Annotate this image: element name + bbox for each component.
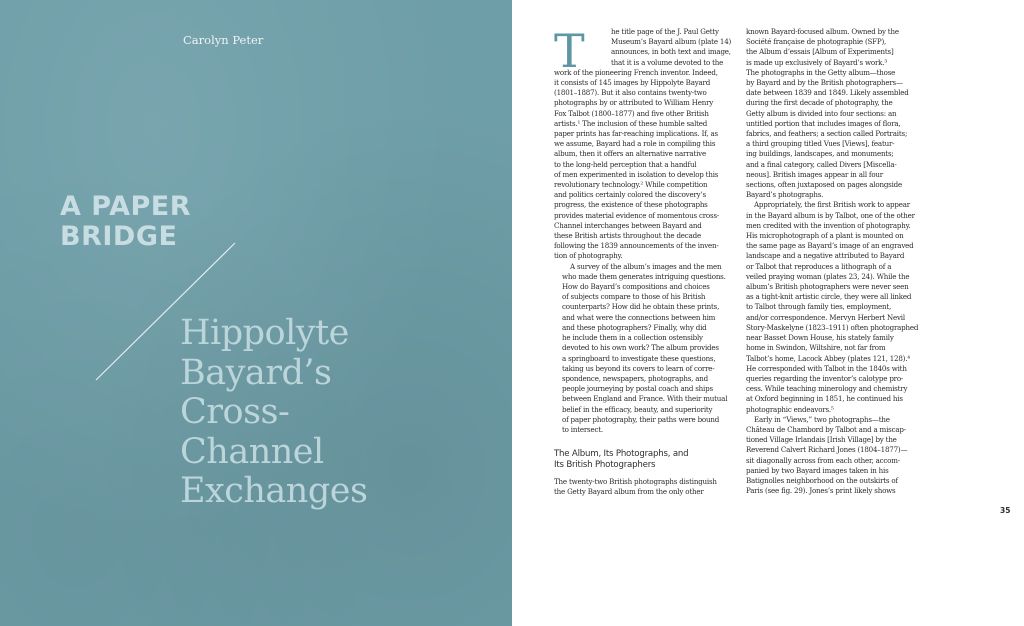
text-line: known Bayard-focused album. Owned by the xyxy=(746,27,899,36)
text-line: sections, often juxtaposed on pages alongside xyxy=(746,180,903,190)
text-line: provides material evidence of momentous cross- xyxy=(554,210,720,220)
text-line: who made them generates intriguing questions. xyxy=(562,271,726,281)
text-line: fabrics, and feathers; a section called Portraits; xyxy=(746,129,908,139)
text-line: Appropriately, the first British work to appear xyxy=(754,200,910,210)
text-line: album, then it offers an alternative narrative xyxy=(554,149,706,159)
text-line: to the long-held perception that a handful xyxy=(554,159,697,169)
text-line: at Oxford beginning in 1851, he continued his xyxy=(746,394,903,404)
text-line: work of the pioneering French inventor. Indeed, xyxy=(554,67,718,77)
text-line: and these photographers? Finally, why did xyxy=(562,322,707,332)
text-line: neous]. British images appear in all four xyxy=(746,169,883,179)
heading-line: Its British Photographers xyxy=(554,460,656,471)
text-line: How do Bayard’s compositions and choices xyxy=(562,282,710,292)
text-line: by Bayard and by the British photographers— xyxy=(746,78,903,88)
text-line: album’s British photographers were never seen xyxy=(746,282,909,292)
text-line: it consists of 145 images by Hippolyte Bayard xyxy=(554,78,711,88)
text-line: following the 1839 announcements of the inven- xyxy=(554,241,719,251)
text-line: Channel interchanges between Bayard and xyxy=(554,220,702,230)
text-line: The photographs in the Getty album—those xyxy=(746,67,896,77)
text-line: Fox Talbot (1800–1877) and five other British xyxy=(554,108,709,118)
section-heading xyxy=(554,449,734,471)
chapter-title xyxy=(180,314,367,512)
text-line: Museum’s Bayard album (plate 14) xyxy=(611,37,732,47)
text-column-1 xyxy=(554,24,734,498)
text-line: (1801–1887). But it also contains twenty-two xyxy=(554,88,707,98)
title-line: Exchanges xyxy=(180,471,368,511)
text-line: as a tight-knit artistic circle, they were all linked xyxy=(746,292,912,302)
text-line: a third grouping titled Vues [Views], featur- xyxy=(746,139,895,149)
text-line: the Getty Bayard album from the only other xyxy=(554,487,704,497)
paragraph xyxy=(554,477,734,497)
text-line: Château de Chambord by Talbot and a miscap- xyxy=(746,424,906,434)
text-line: revolutionary technology.² While competition xyxy=(554,180,708,190)
text-line: and politics certainly colored the discovery’s xyxy=(554,190,706,200)
text-line: and/or correspondence. Mervyn Herbert Nevil xyxy=(746,312,905,322)
text-line: Talbot’s home, Lacock Abbey (plates 121, 128).⁴ xyxy=(746,353,910,363)
text-line: to Talbot through family ties, employment, xyxy=(746,302,892,312)
text-line: queries regarding the inventor’s calotype pro- xyxy=(746,373,904,383)
text-line: to intersect. xyxy=(562,424,603,434)
right-page-body-text xyxy=(512,0,1024,626)
text-line: is made up exclusively of Bayard’s work.³ xyxy=(746,57,887,67)
text-line: tion of photography. xyxy=(554,251,623,261)
paragraph xyxy=(746,200,926,414)
title-line: Cross- xyxy=(180,392,290,432)
text-line: these British artists throughout the decade xyxy=(554,231,701,241)
text-line: Batignolles neighborhood on the outskirts of xyxy=(746,475,898,485)
text-line: Getty album is divided into four sections: an xyxy=(746,108,897,118)
text-line: photographic endeavors.⁵ xyxy=(746,404,834,414)
text-line: we assume, Bayard had a role in compiling this xyxy=(554,139,716,149)
text-line: He corresponded with Talbot in the 1840s with xyxy=(746,363,907,373)
text-line: during the first decade of photography, the xyxy=(746,98,893,108)
text-line: Story-Maskelyne (1823–1911) often photographed xyxy=(746,322,919,332)
text-line: spondence, newspapers, photographs, and xyxy=(562,373,709,383)
text-line: artists.¹ The inclusion of these humble salted xyxy=(554,118,708,128)
kicker-line: A PAPER xyxy=(60,191,192,222)
text-line: ing buildings, landscapes, and monuments; xyxy=(746,149,894,159)
title-line: Bayard’s xyxy=(180,352,332,393)
text-line: announces, in both text and image, xyxy=(611,47,731,57)
text-line: sit diagonally across from each other, accom- xyxy=(746,455,900,465)
title-line: Channel xyxy=(180,431,324,472)
text-line: home in Swindon, Wiltshire, not far from xyxy=(746,343,886,353)
text-line: His microphotograph of a plant is mounted on xyxy=(746,231,904,241)
text-line: and what were the connections between him xyxy=(562,312,716,322)
heading-line: The Album, Its Photographs, and xyxy=(554,449,689,460)
paragraph xyxy=(746,27,926,200)
text-line: the same page as Bayard’s image of an engraved xyxy=(746,241,914,251)
author-name: Carolyn Peter xyxy=(183,33,264,47)
text-line: counterparts? How did he obtain these prints, xyxy=(562,302,720,312)
text-line: he include them in a collection ostensibly xyxy=(562,333,703,343)
text-line: progress, the existence of these photographs xyxy=(554,200,708,210)
text-line: date between 1839 and 1849. Likely assembled xyxy=(746,88,909,98)
text-line: taking us beyond its covers to learn of corre- xyxy=(562,363,715,373)
text-line: or Talbot that reproduces a lithograph of a xyxy=(746,261,892,271)
text-line: of men experimented in isolation to develop this xyxy=(554,169,719,179)
text-line: that it is a volume devoted to the xyxy=(611,57,724,67)
text-line: devoted to his own work? The album provides xyxy=(562,343,719,353)
paragraph xyxy=(554,262,734,435)
text-line: a springboard to investigate these questions, xyxy=(562,353,716,363)
text-line: between England and France. With their mutual xyxy=(562,394,728,404)
text-line: A survey of the album’s images and the men xyxy=(570,261,722,271)
text-line: and a final category, called Divers [Miscella- xyxy=(746,159,897,169)
text-line: Early in “Views,” two photographs—the xyxy=(754,414,890,424)
text-line: the Album d’essais [Album of Experiments] xyxy=(746,47,894,57)
text-line: Bayard’s photographs. xyxy=(746,190,824,200)
drop-cap: T xyxy=(554,24,585,78)
text-line: untitled portion that includes images of flora, xyxy=(746,118,901,128)
text-line: veiled praying woman (plates 23, 24). While the xyxy=(746,271,910,281)
text-line: landscape and a negative attributed to Bayard xyxy=(746,251,905,261)
text-column-2 xyxy=(746,27,926,496)
text-line: Paris (see fig. 29). Jones’s print likely shows xyxy=(746,486,896,496)
text-line: panied by two Bayard images taken in his xyxy=(746,465,889,475)
text-line: The twenty-two British photographs distinguish xyxy=(554,477,717,487)
text-line: near Basset Down House, his stately family xyxy=(746,333,894,343)
text-line: belief in the efficacy, beauty, and superiority xyxy=(562,404,713,414)
text-line: of subjects compare to those of his British xyxy=(562,292,706,302)
page-number: 35 xyxy=(1000,506,1011,515)
title-line: Hippolyte xyxy=(180,313,349,353)
text-line: men credited with the invention of photography. xyxy=(746,220,911,230)
paragraph xyxy=(554,24,734,262)
text-line: in the Bayard album is by Talbot, one of the other xyxy=(746,210,915,220)
text-line: of paper photography, their paths were bound xyxy=(562,414,720,424)
text-line: Société française de photographie (SFP), xyxy=(746,37,887,47)
text-line: tioned Village Irlandais [Irish Village] by the xyxy=(746,435,897,445)
paragraph xyxy=(746,415,926,497)
text-line: photographs by or attributed to William Henry xyxy=(554,98,714,108)
text-line: Reverend Calvert Richard Jones (1804–1877)— xyxy=(746,445,908,455)
kicker-line: BRIDGE xyxy=(60,221,178,252)
text-line: cess. While teaching minerology and chemistry xyxy=(746,384,908,394)
text-line: paper prints has far-reaching implications. If, as xyxy=(554,129,718,139)
text-line: he title page of the J. Paul Getty xyxy=(611,27,719,36)
text-line: people journeying by postal coach and ships xyxy=(562,384,713,394)
